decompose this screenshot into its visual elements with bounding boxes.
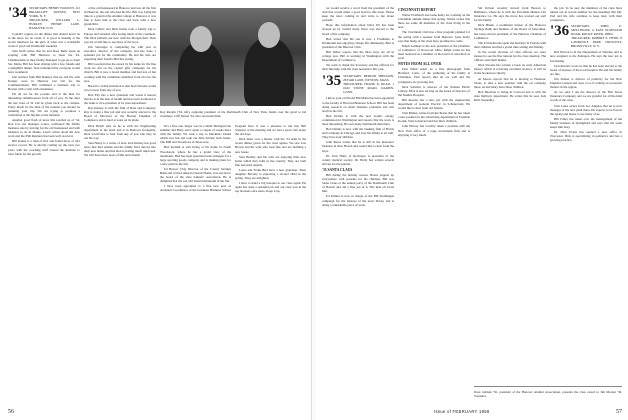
photo-face-right <box>258 22 280 48</box>
column-paragraph: Bill Roesler has a new job with the engineering department of General Electric in Schenectady. He would like to hear from old friends. <box>398 97 470 111</box>
class-36-header <box>550 24 622 48</box>
column-paragraph: Bud Kidder is with the new atomic energy commission in Washington and reports that the work is most interesting. He sees many Dartmouth men there. <box>322 113 394 126</box>
column-paragraph: Dick Heath tells us he is with the Engineering department of the plant and is in Hanover frequently. Dick would like to hear from any of you who may be out his way. <box>84 123 156 140</box>
column-paragraph: Laura and Frank Bird have a new grandson. Their daughter Beverly is expecting a second child in the spring. They are delighted. <box>235 167 306 181</box>
page-number: 56 <box>8 409 14 415</box>
column-paragraph: Stan Neill writes that he and Rose Belle spent an evening with Bill Harrison to meet the Ed. Chamberlains as they finally managed to get up to Sault Ste. Marie. Bill has been visiting with a few friends and a delightful dinner. Stan remarked that everyone would have wondered. <box>8 49 80 74</box>
column-paragraph: Dr. Dick Evans has opened a new office in Worcester. Dick is specializing in pediatrics and has a growing practice. <box>550 130 622 143</box>
column-paragraph: Bill Fuller has taken over the management of the family business in Springfield and says that the work keeps him busy. <box>550 116 622 129</box>
class-number: '36 <box>550 23 570 40</box>
column-paragraph: Ed Beaver ('34), Director of the County Savings Bank and of the Lutheran Church Home, was elected to the board of the state bankers' association. He is delighted that his son will attend Dartmouth in the fall. <box>160 166 231 184</box>
column-paragraph: The Cincinnati Club has a fine program planned for the spring with a speaker from Hanover. Gene Kelly says that many of the class have promised to come. <box>398 30 470 43</box>
column-paragraph: In the recent election of class officers we were pleased to see the fine turnout for the class meeting. The officers send their thanks. <box>474 49 546 63</box>
column-paragraph: Stan Henry is a writer of note. Ken Kinney has good news that Red Adams and his family have moved into their new home and that Red is feeling much improved. We will have more news of this next month. <box>84 140 156 158</box>
column-paragraph: I have to hand a big bouquet to our class agent. He again has done a splendid job and our class was in the top brackets once more. Keep it up. <box>235 181 306 194</box>
left-column-1 <box>8 6 80 400</box>
column-paragraph: Tom Jones writes from Los Angeles that he is now manager of the new plant there. He expects to be East in the spring and hopes to see many of us. <box>550 103 622 116</box>
column-paragraph: Bill Kanne is a man of first and found more of 34's service record. He is shortly coming up the next two years with the coaching staff around the Institute to raise funds for the growth. <box>8 139 80 156</box>
left-column-2 <box>84 6 156 400</box>
class-35-header <box>322 74 394 94</box>
right-column-2 <box>398 6 470 400</box>
bottom-note: Dave Gilman '36, president of the Hanover Alumni Association, presents the class award to Jim Morton '36, Treasurer. <box>474 390 622 398</box>
column-paragraph: the job. To be sure the members of the class have turned out in record number for the meetings this fall. Earl and his wife continue to keep busy with their youngsters. <box>550 6 622 23</box>
column-paragraph: he's a fine one. Roger was in a small Michigan last summer and Betty and I spent a couple of weeks there with the family. We took a trip to Mackinac Island which was fun and took our time driving back home. The Mill and Stream are in Texas now. <box>160 124 231 145</box>
column-paragraph: Ralph Leinhart is the new president of the Chamber of Commerce of Norwood, Ohio. Ralph writes he has been reelected as a member of the board of education as well. <box>398 43 470 61</box>
column-paragraph: Dick Stevens has written a book on early American history which is receiving excellent reviews. It will be in the bookstores shortly. <box>474 63 546 76</box>
right-column-3 <box>474 6 546 400</box>
column-paragraph: Al Moore reports that he is moving to Houston, Texas, to take a new position with the oil company there. Al and Mary have three children. <box>474 76 546 89</box>
column-paragraph: Tom Bishop writes from Rochester that he has taken a new position in the advertising department of Eastman Kodak. Tom is married and has three children. <box>398 111 470 124</box>
class-secretary-info: SECRETARY, JOHN E. MELLINGER, 6 EAST ELMWOOD ROAD, ROCKY RIVER, OHIO TREASURER, ROBERT S. HYDE, 8 LAWRENCE PARK CRESCENT, BRONXVILLE, N. Y. <box>571 24 622 49</box>
column-paragraph: Bill Weber reports that his three boys are all in college now. Bill is working in Washington with the Department of Commerce. <box>322 49 394 63</box>
column-paragraph: Ray Kinney is with the firm of Bass and Company. Ray is doing a fine job and was recently elected to the Board of Directors of the Boston Chamber of Commerce and is hard at work on its plans. <box>84 106 156 123</box>
column-paragraph: Dick Shaw was a master with the '34 team in the recent dinner given for the class agents. We saw Lou Brown and his wife who look fine and are building a new house. <box>235 137 306 154</box>
class-secretary-info: SECRETARY, BERTON SHELDON, 28 FAIR LANE, WESTON, MASS. TREASURER, FRANK K. READ, 1 OLD STONE ROAD, DARIEN, CONN. <box>343 74 394 95</box>
column-paragraph: Ed Palmer is now in charge of the Bill Sternhagen campaign for the trustees of the town library and is doing a remarkable piece of work. <box>322 194 394 207</box>
column-paragraph: Dick Blank, a prominent trustee of the Hanover Savings Bank and member of the Board of Selectmen, has been elected president of the Hanover Chamber of Commerce. <box>474 23 546 40</box>
left-page <box>0 0 312 420</box>
page-number: 57 <box>616 409 622 415</box>
left-column-3 <box>160 124 306 400</box>
issue-footer: Issue of FEBRUARY 1958 <box>434 409 490 414</box>
class-secretary-info: SECRETARY, HENRY WOOLEN, 112 BRIARCLIFF AVENUE, NEW YORK, N. Y. TREASURER, WILLIAM L. HURLEY, HENRY LANE, HANOVER, N. H. <box>29 6 80 30</box>
bottom-rule <box>474 386 622 387</box>
column-paragraph: Paul Webb sends us a fine photograph from Hartford, Conn., of the gathering of his family at Christmas. Paul reports that all are well and the youngsters are growing fast. <box>398 67 470 84</box>
column-paragraph: Jack Roberts wrote us that he has been elected to the board of trustees of the local hospital. He and his family are fine. <box>550 63 622 76</box>
column-paragraph: We want to thank the Secretary and the officers for their fine help with the class newsletter this year. <box>322 63 394 72</box>
column-paragraph: Bill Goodwin has the award by his name for the fine work he did on the capital gifts campaign for his church. Bill is now a board member and had lots of fun working with the committee members from all over the area. <box>84 62 156 83</box>
class-number: '35 <box>322 73 342 90</box>
column-paragraph: Sid Kriven recently moved from Boston to Baltimore, where he is with the Provident Mutual Life Insurance Co. He says the move has worked out well for the family. <box>474 6 546 23</box>
right-page <box>316 0 628 420</box>
column-paragraph: Jim Stavenger is completing his 14th year as executive director of the company and has done a splendid job for the community. He and his wife are expecting their fourth child this spring. <box>84 44 156 62</box>
column-paragraph: Bud Kellam is still living at his home in North Woodstock, where he has a grand view of the mountains. Bud has been appointed sales manager for a large sporting goods company and is making plans for a new plant in the fall. <box>160 145 231 166</box>
column-paragraph: Jim Steiner is director of publicity for the New England Council and does a lot of writing on economic matters in the region. <box>550 76 622 90</box>
column-paragraph: Hope this information about Dave Ell has been cleared up by careful study. Dave was elected to the board of his company. <box>322 23 394 36</box>
column-paragraph: I'm all set for the posture and at the men for interesting reminiscences from all of you. In the days the last class of 34 will be given back to the campus. Pretty much by the time of the reunion you should be planning your trip. We are trying to promote a celebration at the Skyline at the moment. <box>8 92 80 117</box>
column-paragraph: Red Horton is in the Department of Defense and is now assigned to the Pentagon. He says the new job is fascinating. <box>550 50 622 63</box>
column-paragraph: John Reese writes that he is still in the insurance business in New Haven and would like to hear from the boys. <box>322 140 394 153</box>
column-paragraph: we would receive a word from the president of the club that would make a good lead for this issue. Please keep the news coming in and write to me about yourself. <box>322 6 394 23</box>
column-paragraph: Bud writes that his son is now a Freshman at Dartmouth and enjoying college life immensely. Bud is president of the Hanover Club. <box>322 36 394 49</box>
column-paragraph: Bob Elly has a new grandson and wants it known that he is in the best of health and has been promoted at the bank to vice-president of its trust department. <box>84 92 156 106</box>
photo-caption: Roy Rackin ('34, left), outgoing president of the Dartmouth Club of New York, hands over the gavel to his classmate, Cliff Sutton '34, who succeeded him. <box>160 110 306 118</box>
column-paragraph: Dick Gilbert and Dick Kaine took a family trip to Europe and returned after seeing much of the continent. The Dick Gilberts are now with the Morgan firm. Dick says he would like to see more of the boys. <box>84 27 156 44</box>
column-paragraph: I know your old friend Bill Mann has been appointed to the faculty at Harvard Business School. Bill has been doing research on small business problems and will teach in the fall. <box>322 96 394 113</box>
section-heading: '35 SANTA CLAUS <box>322 167 353 172</box>
column-paragraph: of the old homestead in Hanover and was all the first in Hanover, the son who had his life. Bill was trying his time in a grand at the Alumni college at Hanover, it was fine to have him at the class and back with a new grandchild. <box>84 6 156 27</box>
class-number: '34 <box>8 6 28 21</box>
column-paragraph: Bill during the holiday season. Boxes popped up everywhere with presents for the children. Bill was Santa Claus at the annual party of the Dartmouth Club of Boston and did a fine job of it. The kids all loved him. <box>322 173 394 194</box>
column-paragraph: Another good flash of news this reached us of '34. Ron Cas, his manager, Laura, celebrated the family business sale by leaving for the old homestead and with business to do in Maine. Lewis writes about his new work and the 25th Reunion has been well received. <box>8 117 80 139</box>
column-paragraph: I have been appointed to a fine new post as Assistant Coordinator of the Graduate Business School Program here. It was a pleasure to run into Bill Scheerer at the meeting and we had a good visit about the old days. <box>160 124 306 193</box>
column-paragraph: Bob Hazelton is living in Concord and is with the state highway department. He writes that he sees Jack Rich frequently. <box>474 89 546 102</box>
column-paragraph: Stan Hendry and his wife are enjoying their new home which they built in the country. They are both fine and send regards. <box>235 154 306 167</box>
section-heading: CINCINNATI REPORT <box>398 8 436 12</box>
column-paragraph: Barrett's cordial invitation is that Stan Stevens would love to hear from any of you. <box>84 83 156 92</box>
photo-face-left <box>190 26 212 52</box>
column-paragraph: The Ed Dearborns spent the holidays in Florida with their children and had a grand time sailing and fishing. <box>474 40 546 49</box>
class-photo <box>160 8 306 106</box>
class-34-header <box>8 6 80 30</box>
section-heading: NOTES FROM ALL OVER <box>398 62 442 67</box>
right-column-1 <box>322 6 394 400</box>
right-column-4 <box>550 6 622 400</box>
column-paragraph: Dr. Tom Holly of Rochester is president of the county medical society. Dr. Holly has written several articles for the journal. <box>322 153 394 166</box>
photo-figure-right <box>244 38 294 106</box>
column-paragraph: Dick Schriber is director of the Nashua Public Library. Dick is also serving on the board of directors of the Nashua Hospital. <box>398 84 470 97</box>
column-paragraph: Walter Eberhardt and Gene Kelly are working on the Cincinnati alumni dinner this spring. Walter writes that there are some 40 members of the class living in the area. <box>398 13 470 30</box>
column-paragraph: Bob Dennis is now with the banking firm of Harris and Company in Chicago and says his family is all well. They have four children. <box>322 127 394 140</box>
column-paragraph: John Hervey has recently taken a position with the New York office of a large investment firm and is enjoying it very much. <box>398 124 470 137</box>
column-paragraph: As we said, I am the director of the Elm Street Insurance Company, and we are grateful for all the kind words of the class. <box>550 90 622 103</box>
column-paragraph: Couldn't capture on the dinner that should never be in the news for an event. It is good at making at the recent luncheon for the girls of what was a wonderful week of good old Dartmouth weekend. <box>8 32 80 49</box>
column-paragraph: Just learned from Bill Rainsey that he and his wife Rodger were in Hanover last fall for the Commencement. Bill combined a business trip to Boston with a visit with classmates. <box>8 74 80 92</box>
